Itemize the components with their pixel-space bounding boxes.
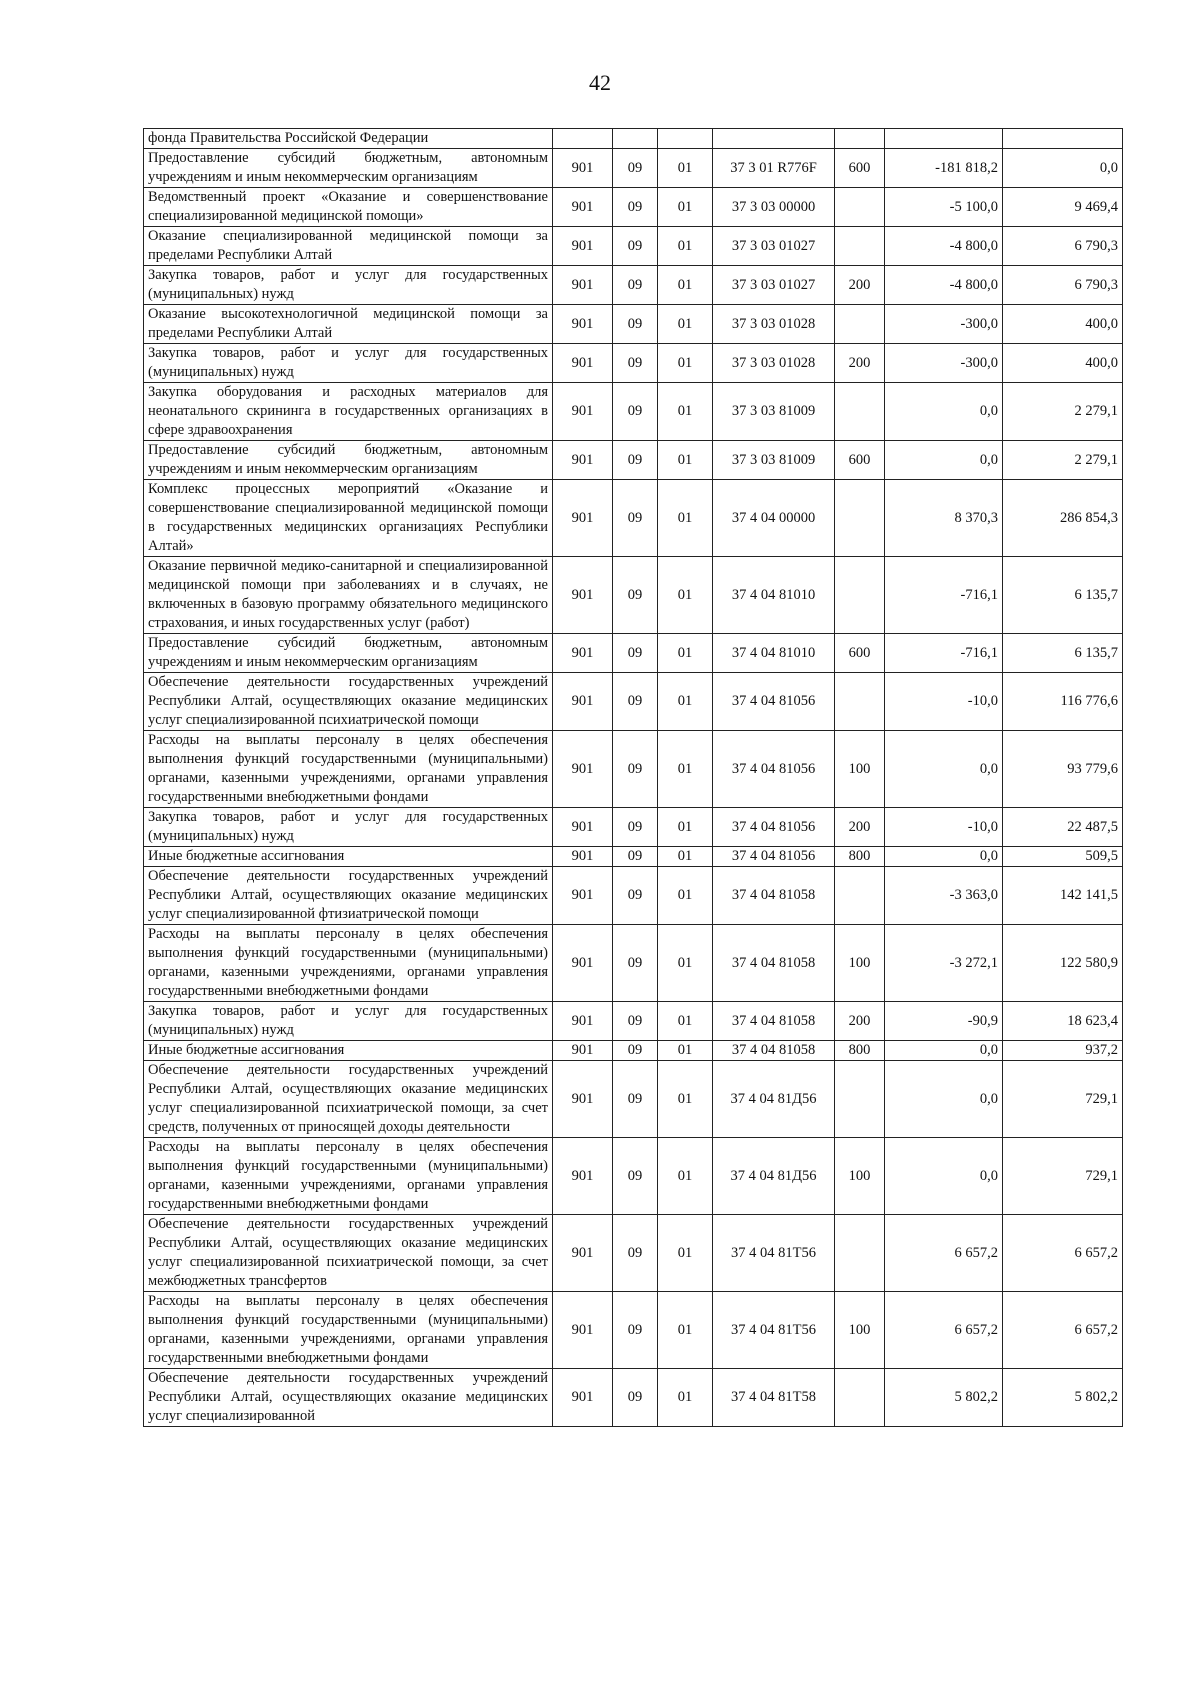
ministry-code-cell: 901 [553, 847, 613, 867]
table-row [144, 867, 1123, 925]
subsection-code-cell: 01 [658, 557, 713, 634]
row-name-cell: Оказание высокотехнологичной медицинской помощи за пределами Республики Алтай [144, 305, 553, 344]
table-row [144, 227, 1123, 266]
ministry-code-cell: 901 [553, 227, 613, 266]
subsection-code-cell: 01 [658, 731, 713, 808]
expense-type-cell: 800 [835, 1041, 885, 1061]
target-article-cell: 37 4 04 81Т56 [713, 1292, 835, 1369]
target-article-cell: 37 4 04 81056 [713, 673, 835, 731]
total-amount-cell: 2 279,1 [1003, 383, 1123, 441]
expense-type-cell: 800 [835, 847, 885, 867]
change-amount-cell [885, 129, 1003, 149]
table-row [144, 1215, 1123, 1292]
budget-table [143, 128, 1123, 1427]
page-number: 42 [589, 70, 611, 95]
expense-type-cell: 600 [835, 149, 885, 188]
total-amount-cell: 116 776,6 [1003, 673, 1123, 731]
row-name-cell: Закупка товаров, работ и услуг для государственных (муниципальных) нужд [144, 1002, 553, 1041]
subsection-code-cell: 01 [658, 266, 713, 305]
target-article-cell: 37 3 03 81009 [713, 441, 835, 480]
target-article-cell: 37 4 04 81058 [713, 1002, 835, 1041]
expense-type-cell [835, 867, 885, 925]
target-article-cell: 37 3 01 R776F [713, 149, 835, 188]
subsection-code-cell [658, 129, 713, 149]
target-article-cell: 37 4 04 81Д56 [713, 1138, 835, 1215]
change-amount-cell: 0,0 [885, 1041, 1003, 1061]
total-amount-cell: 6 135,7 [1003, 557, 1123, 634]
expense-type-cell [835, 673, 885, 731]
change-amount-cell: 6 657,2 [885, 1292, 1003, 1369]
total-amount-cell: 142 141,5 [1003, 867, 1123, 925]
total-amount-cell [1003, 129, 1123, 149]
subsection-code-cell: 01 [658, 227, 713, 266]
table-row [144, 808, 1123, 847]
change-amount-cell: -3 363,0 [885, 867, 1003, 925]
change-amount-cell: -716,1 [885, 634, 1003, 673]
row-name-cell: Закупка товаров, работ и услуг для государственных (муниципальных) нужд [144, 344, 553, 383]
table-row [144, 305, 1123, 344]
change-amount-cell: -5 100,0 [885, 188, 1003, 227]
target-article-cell: 37 4 04 00000 [713, 480, 835, 557]
subsection-code-cell: 01 [658, 1138, 713, 1215]
subsection-code-cell: 01 [658, 847, 713, 867]
change-amount-cell: -10,0 [885, 673, 1003, 731]
row-name-cell: Расходы на выплаты персоналу в целях обеспечения выполнения функций государственными (муниципальными) органами, казенными учреждениями, органами управления государственными внебюджетными фондами [144, 925, 553, 1002]
change-amount-cell: 0,0 [885, 441, 1003, 480]
expense-type-cell [835, 188, 885, 227]
expense-type-cell [835, 129, 885, 149]
change-amount-cell: 8 370,3 [885, 480, 1003, 557]
change-amount-cell: -181 818,2 [885, 149, 1003, 188]
subsection-code-cell: 01 [658, 383, 713, 441]
subsection-code-cell: 01 [658, 1369, 713, 1427]
target-article-cell: 37 4 04 81058 [713, 1041, 835, 1061]
table-row [144, 149, 1123, 188]
total-amount-cell: 22 487,5 [1003, 808, 1123, 847]
table-row [144, 188, 1123, 227]
row-name-cell: фонда Правительства Российской Федерации [144, 129, 553, 149]
table-row [144, 1369, 1123, 1427]
row-name-cell: Обеспечение деятельности государственных учреждений Республики Алтай, осуществляющих оказание медицинских услуг специализированной психиатрической помощи, за счет межбюджетных трансфертов [144, 1215, 553, 1292]
total-amount-cell: 122 580,9 [1003, 925, 1123, 1002]
ministry-code-cell: 901 [553, 441, 613, 480]
row-name-cell: Комплекс процессных мероприятий «Оказание и совершенствование специализированной медицинской помощи в государственных медицинских организациях Республики Алтай» [144, 480, 553, 557]
table-row [144, 383, 1123, 441]
table-row [144, 344, 1123, 383]
change-amount-cell: 0,0 [885, 731, 1003, 808]
table-row [144, 925, 1123, 1002]
change-amount-cell: -3 272,1 [885, 925, 1003, 1002]
target-article-cell: 37 4 04 81056 [713, 808, 835, 847]
ministry-code-cell: 901 [553, 808, 613, 847]
subsection-code-cell: 01 [658, 441, 713, 480]
subsection-code-cell: 01 [658, 188, 713, 227]
expense-type-cell [835, 557, 885, 634]
expense-type-cell [835, 383, 885, 441]
subsection-code-cell: 01 [658, 344, 713, 383]
ministry-code-cell: 901 [553, 266, 613, 305]
target-article-cell: 37 3 03 00000 [713, 188, 835, 227]
expense-type-cell: 100 [835, 1138, 885, 1215]
total-amount-cell: 400,0 [1003, 344, 1123, 383]
ministry-code-cell: 901 [553, 1292, 613, 1369]
subsection-code-cell: 01 [658, 1002, 713, 1041]
expense-type-cell [835, 305, 885, 344]
change-amount-cell: -90,9 [885, 1002, 1003, 1041]
change-amount-cell: -300,0 [885, 344, 1003, 383]
expense-type-cell: 200 [835, 808, 885, 847]
subsection-code-cell: 01 [658, 867, 713, 925]
table-row [144, 1292, 1123, 1369]
row-name-cell: Предоставление субсидий бюджетным, автономным учреждениям и иным некоммерческим организациям [144, 634, 553, 673]
section-code-cell: 09 [613, 634, 658, 673]
table-row [144, 1138, 1123, 1215]
ministry-code-cell: 901 [553, 1002, 613, 1041]
ministry-code-cell: 901 [553, 383, 613, 441]
table-row [144, 480, 1123, 557]
subsection-code-cell: 01 [658, 1041, 713, 1061]
section-code-cell: 09 [613, 227, 658, 266]
total-amount-cell: 6 135,7 [1003, 634, 1123, 673]
target-article-cell: 37 4 04 81058 [713, 925, 835, 1002]
subsection-code-cell: 01 [658, 634, 713, 673]
expense-type-cell: 100 [835, 1292, 885, 1369]
ministry-code-cell: 901 [553, 925, 613, 1002]
section-code-cell: 09 [613, 383, 658, 441]
ministry-code-cell: 901 [553, 1061, 613, 1138]
target-article-cell: 37 3 03 01027 [713, 227, 835, 266]
section-code-cell: 09 [613, 344, 658, 383]
total-amount-cell: 5 802,2 [1003, 1369, 1123, 1427]
expense-type-cell: 600 [835, 634, 885, 673]
ministry-code-cell: 901 [553, 731, 613, 808]
section-code-cell [613, 129, 658, 149]
expense-type-cell: 100 [835, 731, 885, 808]
section-code-cell: 09 [613, 305, 658, 344]
row-name-cell: Расходы на выплаты персоналу в целях обеспечения выполнения функций государственными (муниципальными) органами, казенными учреждениями, органами управления государственными внебюджетными фондами [144, 1292, 553, 1369]
section-code-cell: 09 [613, 266, 658, 305]
expense-type-cell: 600 [835, 441, 885, 480]
expense-type-cell: 100 [835, 925, 885, 1002]
table-row [144, 1041, 1123, 1061]
subsection-code-cell: 01 [658, 673, 713, 731]
total-amount-cell: 729,1 [1003, 1138, 1123, 1215]
change-amount-cell: 0,0 [885, 383, 1003, 441]
row-name-cell: Закупка оборудования и расходных материалов для неонатального скрининга в государственных организациях в сфере здравоохранения [144, 383, 553, 441]
table-row [144, 557, 1123, 634]
change-amount-cell: -10,0 [885, 808, 1003, 847]
section-code-cell: 09 [613, 1292, 658, 1369]
table-body [144, 129, 1123, 1427]
subsection-code-cell: 01 [658, 1061, 713, 1138]
total-amount-cell: 6 657,2 [1003, 1215, 1123, 1292]
target-article-cell: 37 3 03 01028 [713, 305, 835, 344]
section-code-cell: 09 [613, 867, 658, 925]
target-article-cell: 37 4 04 81Д56 [713, 1061, 835, 1138]
section-code-cell: 09 [613, 808, 658, 847]
row-name-cell: Оказание первичной медико-санитарной и специализированной медицинской помощи при заболеваниях и в случаях, не включенных в базовую программу обязательного медицинского страхования, и иных государственных услуг (работ) [144, 557, 553, 634]
subsection-code-cell: 01 [658, 149, 713, 188]
change-amount-cell: 6 657,2 [885, 1215, 1003, 1292]
target-article-cell: 37 3 03 81009 [713, 383, 835, 441]
target-article-cell: 37 4 04 81056 [713, 847, 835, 867]
total-amount-cell: 286 854,3 [1003, 480, 1123, 557]
change-amount-cell: 0,0 [885, 1061, 1003, 1138]
ministry-code-cell: 901 [553, 1369, 613, 1427]
section-code-cell: 09 [613, 731, 658, 808]
section-code-cell: 09 [613, 1041, 658, 1061]
ministry-code-cell: 901 [553, 188, 613, 227]
subsection-code-cell: 01 [658, 480, 713, 557]
target-article-cell: 37 4 04 81Т56 [713, 1215, 835, 1292]
expense-type-cell: 200 [835, 266, 885, 305]
ministry-code-cell: 901 [553, 673, 613, 731]
change-amount-cell: -4 800,0 [885, 227, 1003, 266]
section-code-cell: 09 [613, 149, 658, 188]
table-row [144, 1002, 1123, 1041]
ministry-code-cell [553, 129, 613, 149]
section-code-cell: 09 [613, 1002, 658, 1041]
row-name-cell: Иные бюджетные ассигнования [144, 1041, 553, 1061]
ministry-code-cell: 901 [553, 344, 613, 383]
target-article-cell: 37 4 04 81010 [713, 557, 835, 634]
section-code-cell: 09 [613, 441, 658, 480]
section-code-cell: 09 [613, 673, 658, 731]
ministry-code-cell: 901 [553, 1138, 613, 1215]
total-amount-cell: 6 790,3 [1003, 227, 1123, 266]
section-code-cell: 09 [613, 188, 658, 227]
section-code-cell: 09 [613, 1369, 658, 1427]
table-row [144, 634, 1123, 673]
target-article-cell: 37 3 03 01028 [713, 344, 835, 383]
row-name-cell: Обеспечение деятельности государственных учреждений Республики Алтай, осуществляющих оказание медицинских услуг специализированной психиатрической помощи [144, 673, 553, 731]
row-name-cell: Расходы на выплаты персоналу в целях обеспечения выполнения функций государственными (муниципальными) органами, казенными учреждениями, органами управления государственными внебюджетными фондами [144, 1138, 553, 1215]
row-name-cell: Закупка товаров, работ и услуг для государственных (муниципальных) нужд [144, 266, 553, 305]
total-amount-cell: 2 279,1 [1003, 441, 1123, 480]
section-code-cell: 09 [613, 847, 658, 867]
row-name-cell: Обеспечение деятельности государственных учреждений Республики Алтай, осуществляющих оказание медицинских услуг специализированной психиатрической помощи, за счет средств, полученных от приносящей доходы деятельности [144, 1061, 553, 1138]
expense-type-cell [835, 227, 885, 266]
section-code-cell: 09 [613, 1061, 658, 1138]
table-row [144, 129, 1123, 149]
ministry-code-cell: 901 [553, 149, 613, 188]
section-code-cell: 09 [613, 557, 658, 634]
row-name-cell: Расходы на выплаты персоналу в целях обеспечения выполнения функций государственными (муниципальными) органами, казенными учреждениями, органами управления государственными внебюджетными фондами [144, 731, 553, 808]
row-name-cell: Обеспечение деятельности государственных учреждений Республики Алтай, осуществляющих оказание медицинских услуг специализированной [144, 1369, 553, 1427]
row-name-cell: Оказание специализированной медицинской помощи за пределами Республики Алтай [144, 227, 553, 266]
row-name-cell: Предоставление субсидий бюджетным, автономным учреждениям и иным некоммерческим организациям [144, 149, 553, 188]
ministry-code-cell: 901 [553, 634, 613, 673]
total-amount-cell: 6 657,2 [1003, 1292, 1123, 1369]
total-amount-cell: 400,0 [1003, 305, 1123, 344]
total-amount-cell: 0,0 [1003, 149, 1123, 188]
ministry-code-cell: 901 [553, 557, 613, 634]
target-article-cell: 37 3 03 01027 [713, 266, 835, 305]
row-name-cell: Ведомственный проект «Оказание и совершенствование специализированной медицинской помощи» [144, 188, 553, 227]
section-code-cell: 09 [613, 1138, 658, 1215]
subsection-code-cell: 01 [658, 1215, 713, 1292]
total-amount-cell: 937,2 [1003, 1041, 1123, 1061]
expense-type-cell [835, 1215, 885, 1292]
expense-type-cell [835, 480, 885, 557]
total-amount-cell: 6 790,3 [1003, 266, 1123, 305]
target-article-cell [713, 129, 835, 149]
table-row [144, 266, 1123, 305]
change-amount-cell: 5 802,2 [885, 1369, 1003, 1427]
total-amount-cell: 18 623,4 [1003, 1002, 1123, 1041]
ministry-code-cell: 901 [553, 480, 613, 557]
expense-type-cell: 200 [835, 344, 885, 383]
change-amount-cell: -4 800,0 [885, 266, 1003, 305]
subsection-code-cell: 01 [658, 305, 713, 344]
target-article-cell: 37 4 04 81058 [713, 867, 835, 925]
target-article-cell: 37 4 04 81Т58 [713, 1369, 835, 1427]
row-name-cell: Иные бюджетные ассигнования [144, 847, 553, 867]
table-row [144, 441, 1123, 480]
subsection-code-cell: 01 [658, 808, 713, 847]
change-amount-cell: -716,1 [885, 557, 1003, 634]
row-name-cell: Предоставление субсидий бюджетным, автономным учреждениям и иным некоммерческим организациям [144, 441, 553, 480]
total-amount-cell: 729,1 [1003, 1061, 1123, 1138]
expense-type-cell [835, 1369, 885, 1427]
target-article-cell: 37 4 04 81010 [713, 634, 835, 673]
ministry-code-cell: 901 [553, 1215, 613, 1292]
expense-type-cell [835, 1061, 885, 1138]
ministry-code-cell: 901 [553, 1041, 613, 1061]
total-amount-cell: 93 779,6 [1003, 731, 1123, 808]
row-name-cell: Обеспечение деятельности государственных учреждений Республики Алтай, осуществляющих оказание медицинских услуг специализированной фтизиатрической помощи [144, 867, 553, 925]
table-row [144, 1061, 1123, 1138]
ministry-code-cell: 901 [553, 305, 613, 344]
row-name-cell: Закупка товаров, работ и услуг для государственных (муниципальных) нужд [144, 808, 553, 847]
change-amount-cell: 0,0 [885, 847, 1003, 867]
section-code-cell: 09 [613, 925, 658, 1002]
section-code-cell: 09 [613, 480, 658, 557]
total-amount-cell: 9 469,4 [1003, 188, 1123, 227]
expense-type-cell: 200 [835, 1002, 885, 1041]
change-amount-cell: -300,0 [885, 305, 1003, 344]
ministry-code-cell: 901 [553, 867, 613, 925]
table-row [144, 673, 1123, 731]
section-code-cell: 09 [613, 1215, 658, 1292]
total-amount-cell: 509,5 [1003, 847, 1123, 867]
subsection-code-cell: 01 [658, 925, 713, 1002]
table-row [144, 847, 1123, 867]
subsection-code-cell: 01 [658, 1292, 713, 1369]
change-amount-cell: 0,0 [885, 1138, 1003, 1215]
target-article-cell: 37 4 04 81056 [713, 731, 835, 808]
table-row [144, 731, 1123, 808]
